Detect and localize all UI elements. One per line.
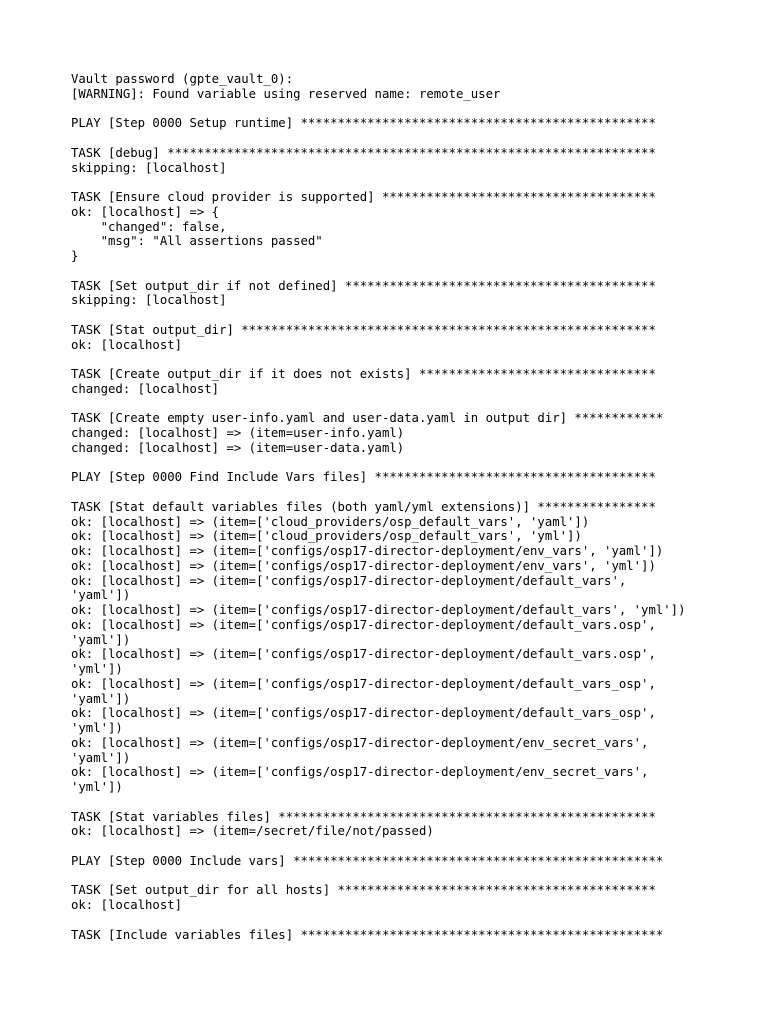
terminal-line xyxy=(71,397,761,412)
terminal-line: ok: [localhost] => (item=['cloud_providers/osp_default_vars', 'yml']) xyxy=(71,529,582,544)
terminal-line xyxy=(71,308,761,323)
terminal-line: ok: [localhost] => (item=['configs/osp17-director-deployment/default_vars_osp', xyxy=(71,706,656,721)
terminal-line: PLAY [Step 0000 Find Include Vars files] ************************************** xyxy=(71,470,656,485)
terminal-line: skipping: [localhost] xyxy=(71,293,227,308)
terminal-line: "msg": "All assertions passed" xyxy=(71,234,323,249)
terminal-line: 'yml']) xyxy=(71,780,123,794)
terminal-line: ok: [localhost] => (item=/secret/file/not/passed) xyxy=(71,824,434,839)
terminal-line: TASK [Ensure cloud provider is supported] ************************************* xyxy=(71,190,656,204)
terminal-line: 'yml']) xyxy=(71,721,123,735)
terminal-line xyxy=(71,102,761,117)
terminal-line: 'yml']) xyxy=(71,662,123,676)
terminal-line: ok: [localhost] => { xyxy=(71,204,220,219)
terminal-line xyxy=(71,869,761,884)
terminal-line: TASK [Set output_dir if not defined] ****************************************** xyxy=(71,278,656,293)
terminal-line xyxy=(71,795,761,810)
terminal-line: skipping: [localhost] xyxy=(71,160,227,175)
terminal-line xyxy=(71,913,761,928)
terminal-line xyxy=(71,352,761,367)
terminal-line: PLAY [Step 0000 Setup runtime] ************************************************ xyxy=(71,116,656,131)
terminal-line: changed: [localhost] => (item=user-info.yaml) xyxy=(71,426,405,440)
terminal-line: TASK [Create empty user-info.yaml and user-data.yaml in output dir] ************ xyxy=(71,411,664,426)
terminal-line: ok: [localhost] => (item=['configs/osp17-director-deployment/env_secret_vars', xyxy=(71,735,649,750)
terminal-line: PLAY [Step 0000 Include vars] ************************************************** xyxy=(71,853,664,868)
terminal-line: ok: [localhost] => (item=['cloud_providers/osp_default_vars', 'yaml']) xyxy=(71,514,590,529)
terminal-line xyxy=(71,456,761,471)
terminal-line: changed: [localhost] xyxy=(71,381,220,396)
terminal-line: "changed": false, xyxy=(71,219,227,234)
terminal-line: 'yaml']) xyxy=(71,632,131,647)
terminal-line: TASK [Create output_dir if it does not exists] ******************************** xyxy=(71,367,656,381)
terminal-line xyxy=(71,175,761,190)
terminal-line: ok: [localhost] xyxy=(71,337,183,352)
terminal-line: ok: [localhost] => (item=['configs/osp17-director-deployment/env_vars', 'yml']) xyxy=(71,558,656,573)
terminal-line: 'yaml']) xyxy=(71,588,131,603)
terminal-line: 'yaml']) xyxy=(71,691,131,706)
terminal-line: [WARNING]: Found variable using reserved name: remote_user xyxy=(71,86,501,101)
terminal-line: TASK [Stat variables files] *************************************************** xyxy=(71,809,656,824)
terminal-line: ok: [localhost] xyxy=(71,898,183,912)
terminal-line: TASK [Include variables files] ************************************************* xyxy=(71,927,664,942)
terminal-line: ok: [localhost] => (item=['configs/osp17-director-deployment/default_vars', xyxy=(71,573,627,588)
terminal-line xyxy=(71,485,761,500)
terminal-line: ok: [localhost] => (item=['configs/osp17-director-deployment/env_secret_vars', xyxy=(71,765,649,780)
terminal-line: changed: [localhost] => (item=user-data.yaml) xyxy=(71,440,405,455)
terminal-line: Vault password (gpte_vault_0): xyxy=(71,72,294,86)
terminal-line: ok: [localhost] => (item=['configs/osp17-director-deployment/default_vars.osp', xyxy=(71,617,656,632)
terminal-line xyxy=(71,264,761,279)
terminal-line: } xyxy=(71,249,79,263)
terminal-line: TASK [Stat default variables files (both yaml/yml extensions)] **************** xyxy=(71,499,656,514)
terminal-line: TASK [Set output_dir for all hosts] ******************************************* xyxy=(71,883,656,898)
terminal-line: TASK [Stat output_dir] ******************************************************** xyxy=(71,322,656,337)
terminal-line: ok: [localhost] => (item=['configs/osp17-director-deployment/default_vars_osp', xyxy=(71,676,656,691)
terminal-line xyxy=(71,839,761,854)
terminal-line: TASK [debug] ****************************************************************** xyxy=(71,145,656,160)
terminal-line xyxy=(71,131,761,146)
terminal-line: ok: [localhost] => (item=['configs/osp17-director-deployment/default_vars', 'yml']) xyxy=(71,603,686,617)
terminal-output xyxy=(71,72,761,942)
terminal-line: ok: [localhost] => (item=['configs/osp17-director-deployment/default_vars.osp', xyxy=(71,647,656,662)
terminal-line: 'yaml']) xyxy=(71,750,131,765)
terminal-line: ok: [localhost] => (item=['configs/osp17-director-deployment/env_vars', 'yaml']) xyxy=(71,544,664,558)
